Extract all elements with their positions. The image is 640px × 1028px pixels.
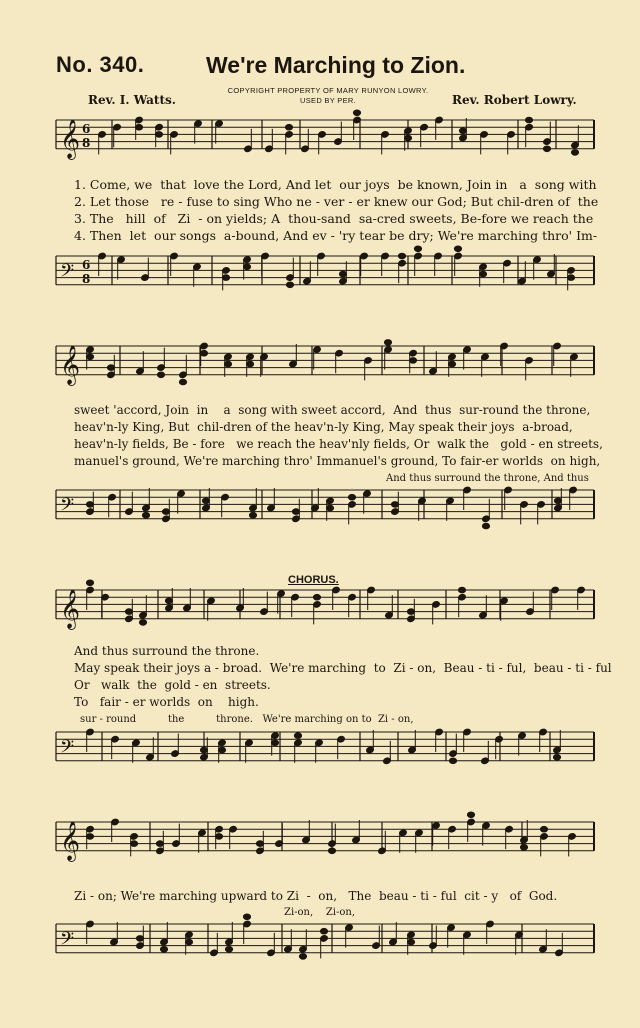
note-head — [391, 502, 398, 508]
chorus-line: May speak their joys a - broad. We're marching to Zi - on, Beau - ti - ful, beau - ti - ful — [74, 661, 612, 675]
note-head — [294, 733, 301, 739]
note-head — [553, 754, 560, 760]
composer-credit: Rev. Robert Lowry. — [452, 93, 577, 107]
note-head — [142, 512, 149, 518]
note-head — [458, 587, 465, 593]
note-head — [155, 132, 162, 138]
note-head — [285, 124, 292, 130]
verse-line-2-cont: heav'n-ly King, But chil-dren of the heav'n-ly King, May speak their joys a-broad, — [74, 420, 573, 434]
note-head — [353, 110, 360, 116]
note-head — [224, 361, 231, 367]
note-head — [86, 502, 93, 508]
note-head — [179, 379, 186, 385]
time-signature-bottom: 8 — [82, 272, 91, 286]
note-head — [520, 844, 527, 850]
staff-lines — [56, 120, 594, 953]
treble-clef-icon: 𝄞 — [60, 589, 81, 629]
note-head — [286, 282, 293, 288]
note-head — [328, 848, 335, 854]
verse-line-4: 4. Then let our songs a-bound, And ev - 'ry tear be dry; We're marching thro' Im- — [74, 228, 598, 243]
note-head — [543, 146, 550, 152]
note-head — [243, 914, 250, 920]
note-head — [202, 498, 209, 504]
note-head — [136, 936, 143, 942]
note-head — [130, 841, 137, 847]
bass-clef-icon: 𝄢 — [60, 737, 75, 762]
note-head — [86, 834, 93, 840]
note-head — [215, 834, 222, 840]
note-head — [225, 946, 232, 952]
note-head — [165, 598, 172, 604]
bass-echo-text: And thus surround the throne, And thus — [386, 473, 589, 484]
note-head — [398, 253, 405, 259]
note-head — [407, 939, 414, 945]
copyright-line-1: COPYRIGHT PROPERTY OF MARY RUNYON LOWRY. — [227, 86, 429, 95]
note-head — [222, 275, 229, 281]
note-head — [525, 117, 532, 123]
time-signature-top: 6 — [82, 258, 91, 272]
note-head — [256, 841, 263, 847]
note-head — [339, 271, 346, 277]
note-head — [246, 361, 253, 367]
note-head — [86, 354, 93, 360]
note-head — [160, 946, 167, 952]
note-head — [567, 275, 574, 281]
note-head — [125, 609, 132, 615]
note-head — [384, 340, 391, 346]
note-head — [554, 498, 561, 504]
time-signature-bottom: 8 — [82, 136, 91, 150]
verse-line-3-cont: heav'n-ly fields, Be - fore we reach the heav'nly fields, Or walk the gold - en streets, — [74, 437, 603, 451]
note-head — [162, 509, 169, 515]
verse-line-1-cont: sweet 'accord, Join in a song with sweet accord, And thus sur-round the throne, — [74, 403, 591, 417]
note-head — [313, 594, 320, 600]
note-head — [571, 150, 578, 156]
verse-line-3: 3. The hill of Zi - on yields; A thou-sand sa-cred sweets, Be-fore we reach the — [74, 211, 594, 226]
note-head — [200, 747, 207, 753]
note-head — [157, 372, 164, 378]
note-head — [407, 609, 414, 615]
note-head — [482, 523, 489, 529]
hymn-title: We're Marching to Zion. — [206, 52, 466, 78]
note-head — [479, 271, 486, 277]
time-signature-top: 6 — [82, 122, 91, 136]
note-head — [86, 580, 93, 586]
note-head — [348, 494, 355, 500]
chorus-final-line: Zi - on; We're marching upward to Zi - on, The beau - ti - ful cit - y of God. — [74, 889, 558, 903]
bass-clef-icon: 𝄢 — [60, 929, 75, 954]
note-head — [200, 350, 207, 356]
hymn-number: No. 340. — [56, 52, 145, 77]
note-head — [139, 620, 146, 626]
note-head — [414, 246, 421, 252]
note-head — [449, 758, 456, 764]
note-head — [404, 135, 411, 141]
note-head — [540, 826, 547, 832]
note-head — [409, 358, 416, 364]
verse-line-4-cont: manuel's ground, We're marching thro' Immanuel's ground, To fair-er worlds on high, — [74, 454, 601, 468]
verse-line-3-end: Or walk the gold - en streets. — [74, 678, 271, 692]
verse-line-4-end: To fair - er worlds on high. — [74, 695, 259, 709]
bass-chorus-echo: sur - round the throne. We're marching on to Zi - on, — [80, 714, 414, 725]
note-head — [454, 246, 461, 252]
verse-line-1-end: And thus surround the throne. — [74, 644, 260, 658]
note-head — [299, 954, 306, 960]
note-head — [459, 128, 466, 134]
bass-zion-echo: Zi-on, Zi-on, — [284, 907, 356, 918]
note-head — [107, 365, 114, 371]
note-head — [467, 812, 474, 818]
note-head — [243, 264, 250, 270]
note-head — [326, 505, 333, 511]
bass-clef-icon: 𝄢 — [60, 495, 75, 520]
treble-clef-icon: 𝄞 — [60, 345, 81, 385]
note-head — [249, 512, 256, 518]
treble-clef-icon: 𝄞 — [60, 119, 81, 159]
treble-clef-icon: 𝄞 — [60, 821, 81, 861]
chorus-label: CHORUS. — [288, 574, 339, 586]
lyricist-credit: Rev. I. Watts. — [88, 93, 176, 107]
note-head — [156, 841, 163, 847]
note-head — [218, 747, 225, 753]
note-head — [185, 939, 192, 945]
bass-clef-icon: 𝄢 — [60, 261, 75, 286]
copyright-line-2: USED BY PER. — [300, 96, 356, 105]
note-head — [320, 928, 327, 934]
verse-line-2: 2. Let those re - fuse to sing Who ne - ver - er knew our God; But chil-dren of the — [74, 194, 599, 209]
note-head — [292, 509, 299, 515]
note-head — [448, 361, 455, 367]
verse-line-1: 1. Come, we that love the Lord, And let our joys be known, Join in a song with — [74, 177, 597, 192]
bar-lines — [56, 120, 594, 953]
note-head — [271, 740, 278, 746]
note-head — [135, 124, 142, 130]
